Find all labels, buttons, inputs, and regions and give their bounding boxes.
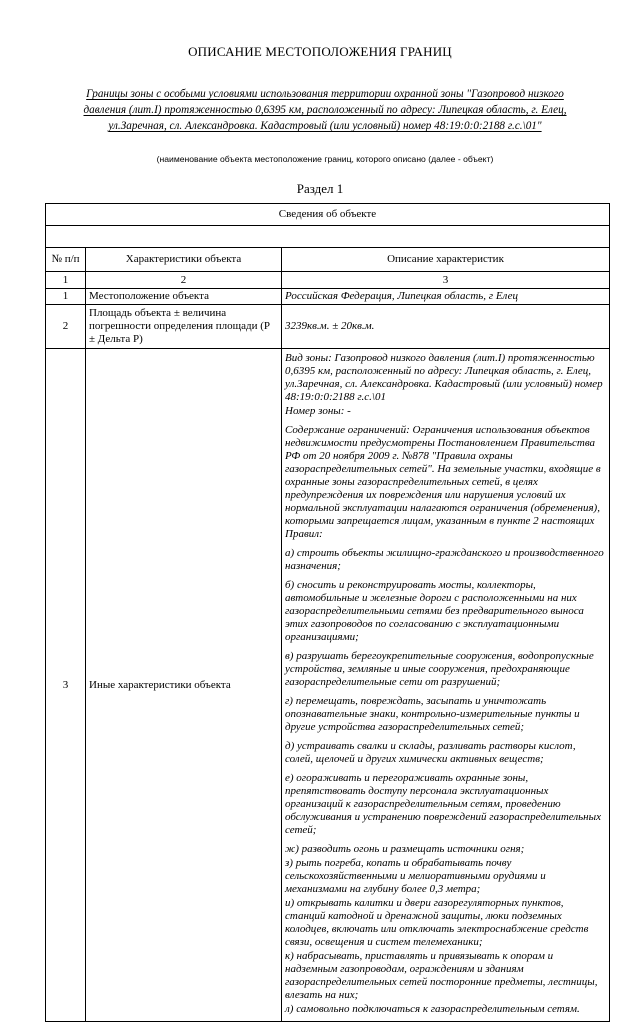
table-row: [46, 305, 610, 349]
restriction-paragraph: и) открывать калитки и двери газорегуляторных пунктов, станций катодной и дренажной защиты, люки подземных колодцев, включать или отключать электроснабжение средств связи, освещения и систем телемеханики;: [285, 897, 589, 948]
restriction-paragraph: Вид зоны: Газопровод низкого давления (лит.I) протяженностью 0,6395 км, расположенный по адресу: Липецкая область, г. Елец, ул.Заречная, сл. Александровка. Кадастровый (или условный) номер 48:19:0:0:2188 г.с.\01: [285, 352, 603, 403]
restriction-paragraph: к) набрасывать, приставлять и привязывать к опорам и надземным газопроводам, ограждениям и зданиям газораспределительных сетей посторонние предметы, лестницы, влезать на них;: [285, 950, 598, 1001]
column-number: 3: [282, 272, 610, 289]
row-number: 1: [46, 289, 86, 305]
object-name-line: ул.Заречная, сл. Александровка. Кадастровый (или условный) номер 48:19:0:0:2188 г.с.\01": [108, 120, 542, 132]
row-characteristic: Иные характеристики объекта: [86, 349, 282, 1022]
col-header-description: Описание характеристик: [282, 248, 610, 272]
col-header-num: № п/п: [46, 248, 86, 272]
row-description-restrictions: [282, 349, 610, 1022]
restriction-paragraph: д) устраивать свалки и склады, разливать растворы кислот, солей, щелочей и других химически активных веществ;: [285, 740, 576, 765]
col-header-characteristic: Характеристики объекта: [86, 248, 282, 272]
restriction-paragraph: Номер зоны: -: [285, 405, 351, 417]
section-heading: Раздел 1: [296, 181, 344, 196]
restriction-paragraph: л) самовольно подключаться к газораспределительным сетям.: [285, 1003, 580, 1015]
restriction-paragraph: г) перемещать, повреждать, засыпать и уничтожать опознавательные знаки, контрольно-измерительные пункты и другие устройства газораспределительных сетей;: [285, 695, 580, 733]
restriction-paragraph: ж) разводить огонь и размещать источники огня;: [285, 843, 525, 855]
restriction-paragraph: е) огораживать и перегораживать охранные зоны, препятствовать доступу персонала эксплуатационных организаций к газораспределительным сетям, проведению обслуживания и устранению повреждений газораспределительных сетей;: [285, 772, 601, 836]
row-characteristic: Местоположение объекта: [86, 289, 282, 305]
object-name-line: Границы зоны с особыми условиями использования территории охранной зоны "Газопровод низкого: [86, 88, 564, 100]
table-row: [46, 289, 610, 305]
table-header-row: [46, 248, 610, 272]
object-name-caption: (наименование объекта местоположение границ, которого описано (далее - объект): [156, 154, 494, 164]
restriction-paragraph: б) сносить и реконструировать мосты, коллекторы, автомобильные и железные дороги с расположенными на них газораспределительными сетями без предварительного выноса этих газопроводов по согласованию с эксплуатационными организациями;: [285, 579, 584, 643]
row-description: Российская Федерация, Липецкая область, г Елец: [282, 289, 610, 305]
row-number: 2: [46, 305, 86, 349]
column-number: 2: [86, 272, 282, 289]
restriction-paragraph: в) разрушать берегоукрепительные сооружения, водопропускные устройства, земляные и иные сооружения, предохраняющие газораспределительные сети от разрушений;: [285, 650, 594, 688]
table-spacer-row: [46, 226, 610, 248]
document-title: ОПИСАНИЕ МЕСТОПОЛОЖЕНИЯ ГРАНИЦ: [188, 44, 452, 59]
column-number-row: [46, 272, 610, 289]
row-description: 3239кв.м. ± 20кв.м.: [282, 305, 610, 349]
object-info-table: [45, 203, 610, 1022]
table-title: Сведения об объекте: [46, 204, 610, 226]
restriction-paragraph: а) строить объекты жилищно-гражданского и производственного назначения;: [285, 547, 604, 572]
object-name-line: давления (лит.I) протяженностью 0,6395 км, расположенный по адресу: Липецкая область, г. Елец,: [83, 104, 567, 116]
object-name: [60, 86, 590, 134]
row-characteristic: Площадь объекта ± величина погрешности определения площади (Р ± Дельта Р): [86, 305, 282, 349]
restriction-paragraph: Содержание ограничений: Ограничения использования объектов недвижимости предусмотрены Постановлением Правительства РФ от 20 ноября 2009 г. №878 "Правила охраны газораспределительных сетей". На земельные участки, входящие в охранные зоны газораспределительных сетей, в целях предупреждения их повреждения или нарушения условий их нормальной эксплуатации налагаются ограничения (обременения), которыми запрещается лицам, указанным в пункте 2 настоящих Правил:: [285, 424, 601, 540]
row-number: 3: [46, 349, 86, 1022]
table-row: [46, 349, 610, 1022]
column-number: 1: [46, 272, 86, 289]
restriction-paragraph: з) рыть погреба, копать и обрабатывать почву сельскохозяйственными и мелиоративными орудиями и механизмами на глубину более 0,3 метра;: [285, 857, 546, 895]
